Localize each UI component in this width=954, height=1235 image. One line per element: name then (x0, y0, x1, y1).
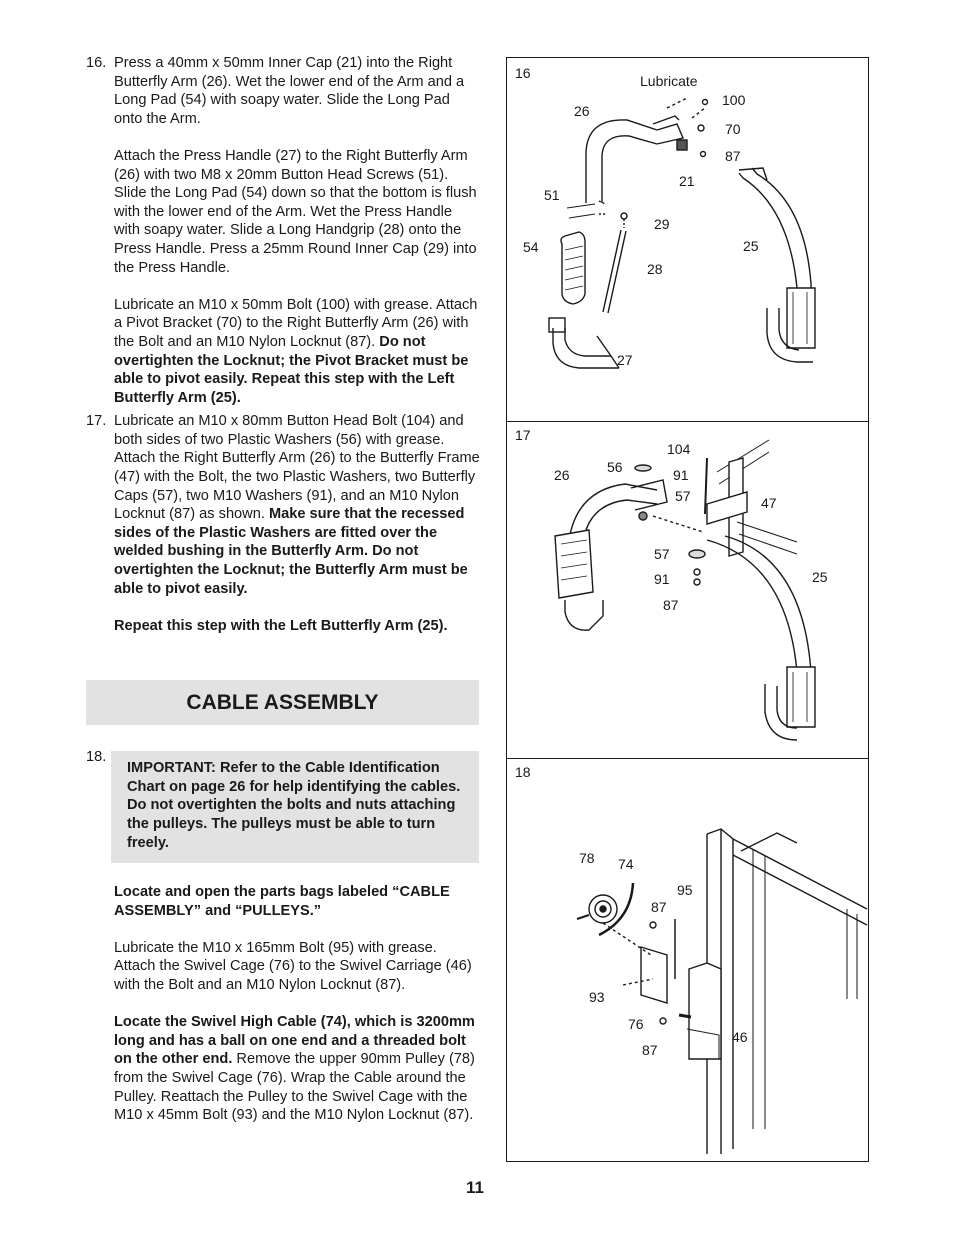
step-16-text: Lubricate an M10 x 50mm Bolt (100) with grease. Attach a Pivot Bracket (70) to the Right Butterfly Arm (26) with the Bolt and an M10 Nylon Locknut (87). (114, 296, 478, 350)
label-78: 78 (579, 850, 595, 866)
label-47: 47 (761, 495, 777, 511)
label-26: 26 (554, 467, 570, 483)
step-17-text: Lubricate an M10 x 80mm Button Head Bolt (104) and both sides of two Plastic Washers (56) with grease. Attach the Right Butterfly Arm (26) to the Butterfly Frame (47) with the Bolt, the two Plastic Washers, two Butterfly Caps (57), two M10 Washers (91), and an M10 Nylon Locknut (87) as shown. (114, 413, 480, 523)
label-87: 87 (663, 597, 679, 613)
important-box: IMPORTANT: Refer to the Cable Identification Chart on page 26 for help identifying the cables. Do not overtighten the bolts and nuts attaching the pulleys. The pulleys must be able to turn freely. (111, 751, 479, 863)
label-25: 25 (743, 238, 759, 254)
label-lubricate: Lubricate (640, 73, 698, 89)
figure-17-drawing (507, 422, 870, 761)
step-18-text: Remove the upper 90mm Pulley (78) from the Swivel Cage (76). Wrap the Cable around the Pulley. Reattach the Pulley to the Swivel Cage with the M10 x 45mm Bolt (93) and the M10 Nylon Locknut (87). (114, 1051, 475, 1124)
step-number: 17. (86, 413, 107, 430)
label-91b: 91 (654, 571, 670, 587)
step-17-repeat: Repeat this step with the Left Butterfly Arm (25). (114, 617, 448, 634)
label-57b: 57 (654, 546, 670, 562)
label-28: 28 (647, 261, 663, 277)
label-70: 70 (725, 121, 741, 137)
figure-16-step: 16 (515, 65, 531, 81)
label-87a: 87 (651, 899, 667, 915)
figure-18-drawing (507, 759, 870, 1163)
step-16 (86, 54, 480, 412)
step-18-highlight: Locate the Swivel High Cable (74), which is 3200mm long and has a ball on one end and a threaded bolt on the other end. (114, 1014, 475, 1068)
figure-17-step: 17 (515, 427, 531, 443)
label-91a: 91 (673, 467, 689, 483)
section-title: CABLE ASSEMBLY (86, 680, 479, 725)
label-74: 74 (618, 856, 634, 872)
step-16-paragraph-3 (114, 296, 480, 408)
label-54: 54 (523, 239, 539, 255)
step-number: 16. (86, 55, 107, 71)
label-76: 76 (628, 1016, 644, 1032)
step-18-body (114, 883, 480, 1143)
label-26: 26 (574, 103, 590, 119)
figure-16 (506, 57, 869, 423)
label-95: 95 (677, 882, 693, 898)
label-21: 21 (679, 173, 695, 189)
step-16-paragraph-1: Press a 40mm x 50mm Inner Cap (21) into the Right Butterfly Arm (26). Wet the lower end of the Arm and a Long Pad (54) with soapy water. Slide the Long Pad onto the Arm. (114, 55, 465, 127)
step-16-paragraph-2: Attach the Press Handle (27) to the Right Butterfly Arm (26) with two M8 x 20mm Button Head Screws (51). Slide the Long Pad (54) down so that the bottom is flush with the lower end of the Arm. Wet the Press Handle with soapy water. Slide a Long Handgrip (28) onto the Press Handle. Press a 25mm Round Inner Cap (29) into the Press Handle. (114, 147, 477, 276)
page-number: 11 (466, 1178, 484, 1197)
label-51: 51 (544, 187, 560, 203)
label-56: 56 (607, 459, 623, 475)
label-27: 27 (617, 352, 633, 368)
step-17-paragraph-1 (114, 412, 480, 598)
label-57a: 57 (675, 488, 691, 504)
figure-17 (506, 421, 869, 760)
label-104: 104 (667, 441, 691, 457)
label-93: 93 (589, 989, 605, 1005)
label-46: 46 (732, 1029, 748, 1045)
figure-18-step: 18 (515, 764, 531, 780)
step-body (114, 412, 480, 654)
step-18-paragraph-1: Locate and open the parts bags labeled “CABLE ASSEMBLY” and “PULLEYS.” (114, 884, 450, 919)
label-29: 29 (654, 216, 670, 232)
step-17-warning: Make sure that the recessed sides of the Plastic Washers are fitted over the welded bushing in the Butterfly Arm. Do not overtighten the Locknut; the Butterfly Arm must be able to pivot easily. (114, 506, 468, 597)
label-25: 25 (812, 569, 828, 585)
step-body (114, 54, 480, 412)
figure-18 (506, 758, 869, 1162)
step-18-number: 18. (86, 749, 107, 765)
step-16-warning: Do not overtighten the Locknut; the Pivot Bracket must be able to pivot easily. Repeat this step with the Left Butterfly Arm (25). (114, 333, 469, 406)
step-18-paragraph-3 (114, 1013, 480, 1125)
label-87: 87 (725, 148, 741, 164)
step-18-paragraph-2: Lubricate the M10 x 165mm Bolt (95) with grease. Attach the Swivel Cage (76) to the Swivel Carriage (46) with the Bolt and an M10 Nylon Locknut (87). (114, 939, 472, 993)
figure-16-drawing (507, 58, 870, 424)
left-column (86, 54, 480, 654)
step-17 (86, 412, 480, 654)
label-100: 100 (722, 92, 746, 108)
label-87b: 87 (642, 1042, 658, 1058)
